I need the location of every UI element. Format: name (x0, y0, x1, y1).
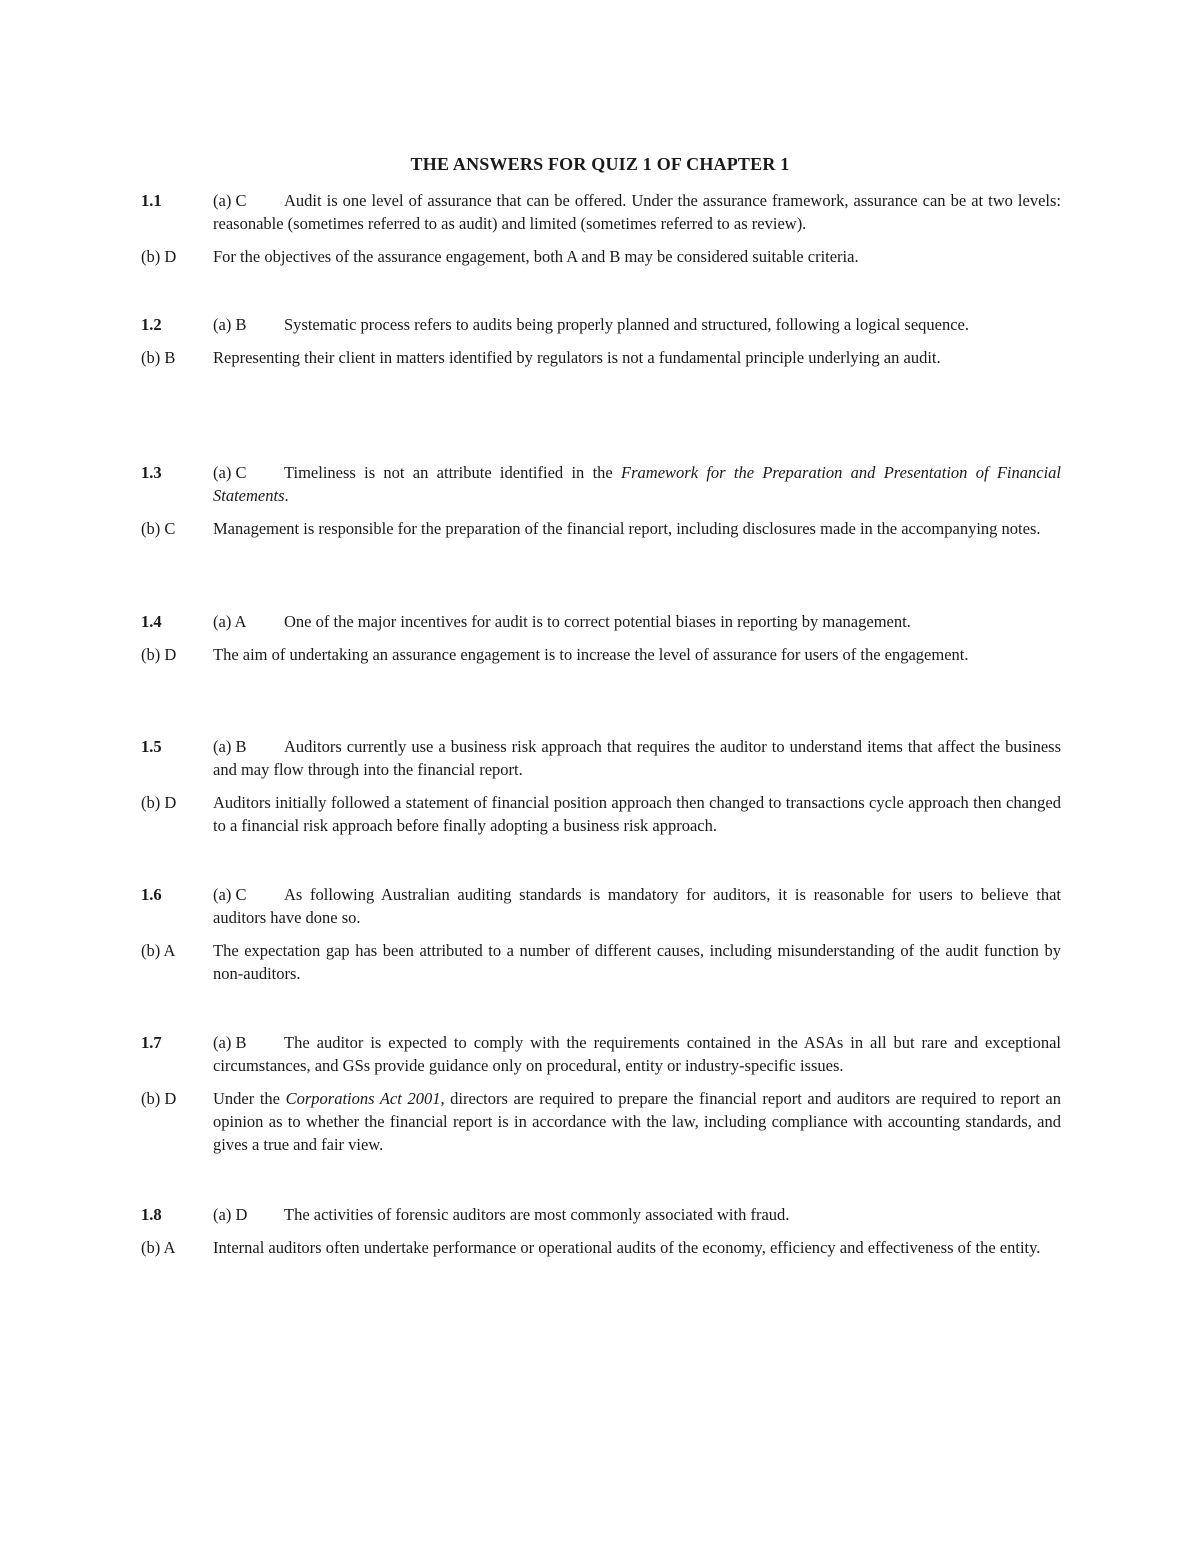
answer-label: (a) B (213, 737, 247, 756)
answer-a (141, 610, 1061, 633)
answer-text: The auditor is expected to comply with the requirements contained in the ASAs in all but rare and exceptional circumstances, and GSs provide guidance only on procedural, entity or industry-specific issues. (213, 1033, 1061, 1075)
answer-text: As following Australian auditing standards is mandatory for auditors, it is reasonable for users to believe that auditors have done so. (213, 885, 1061, 927)
page-title: THE ANSWERS FOR QUIZ 1 OF CHAPTER 1 (410, 154, 790, 174)
answer-a (141, 883, 1061, 929)
answer-text: Auditors currently use a business risk approach that requires the auditor to understand items that affect the business and may flow through into the financial report. (213, 737, 1061, 779)
answer-a (141, 313, 1061, 336)
question-number: 1.1 (141, 191, 162, 210)
answer-b (141, 1236, 1061, 1259)
question-number: 1.3 (141, 463, 162, 482)
answer-text: The aim of undertaking an assurance engagement is to increase the level of assurance for users of the engagement. (213, 645, 969, 664)
answer-a (141, 735, 1061, 781)
answer-label: (b) D (141, 1089, 177, 1108)
answer-text: Management is responsible for the preparation of the financial report, including disclosures made in the accompanying notes. (213, 519, 1041, 538)
answer-label: (b) D (141, 793, 177, 812)
answer-label: (b) A (141, 1238, 176, 1257)
answer-label: (b) D (141, 645, 177, 664)
question-1-1 (141, 189, 1061, 268)
answer-b (141, 939, 1061, 985)
answer-text-end: , directors are required to prepare the financial report and auditors are required to report an opinion as to whether the financial report is in accordance with the law, including compliance with accounting standards, and gives a true and fair view. (213, 1089, 1061, 1154)
question-1-3 (141, 461, 1061, 540)
framework-title: Framework for the Preparation and Presentation of Financial Statements (213, 463, 1062, 505)
answer-label: (a) B (213, 1033, 247, 1052)
question-number: 1.2 (141, 315, 162, 334)
answer-label: (a) B (213, 315, 247, 334)
answer-text: One of the major incentives for audit is to correct potential biases in reporting by management. (284, 612, 911, 631)
answer-label: (a) A (213, 612, 247, 631)
question-1-7 (141, 1031, 1061, 1156)
question-1-2 (141, 313, 1061, 369)
answer-text-start: Under the (213, 1089, 286, 1108)
answer-text: Representing their client in matters identified by regulators is not a fundamental principle underlying an audit. (213, 348, 941, 367)
answer-text: The expectation gap has been attributed to a number of different causes, including misunderstanding of the audit function by non-auditors. (213, 941, 1061, 983)
answer-b (141, 1087, 1061, 1156)
question-number: 1.8 (141, 1205, 162, 1224)
question-number: 1.4 (141, 612, 162, 631)
answer-a (141, 1203, 1061, 1226)
answer-b (141, 245, 1061, 268)
answer-text-end: . (284, 486, 289, 505)
answer-b (141, 791, 1061, 837)
question-1-4 (141, 610, 1061, 666)
answer-label: (a) C (213, 191, 247, 210)
answer-text: The activities of forensic auditors are most commonly associated with fraud. (284, 1205, 790, 1224)
answer-a (141, 189, 1061, 235)
answer-text: Internal auditors often undertake performance or operational audits of the economy, efficiency and effectiveness of the entity. (213, 1238, 1041, 1257)
answer-label: (b) D (141, 247, 177, 266)
answer-label: (a) C (213, 463, 247, 482)
answer-b (141, 643, 1061, 666)
answer-text: For the objectives of the assurance engagement, both A and B may be considered suitable criteria. (213, 247, 859, 266)
answer-label: (b) A (141, 941, 176, 960)
answer-text-start: Timeliness is not an attribute identified in the (284, 463, 622, 482)
question-number: 1.5 (141, 737, 162, 756)
answer-b (141, 346, 1061, 369)
question-1-5 (141, 735, 1061, 837)
answer-text: Systematic process refers to audits being properly planned and structured, following a logical sequence. (284, 315, 969, 334)
answer-a (141, 1031, 1061, 1077)
answer-label: (a) D (213, 1205, 248, 1224)
question-number: 1.6 (141, 885, 162, 904)
question-1-8 (141, 1203, 1061, 1259)
question-1-6 (141, 883, 1061, 985)
answer-label: (a) C (213, 885, 247, 904)
answer-b (141, 517, 1061, 540)
answer-a (141, 461, 1061, 507)
answer-text: Auditors initially followed a statement of financial position approach then changed to transactions cycle approach then changed to a financial risk approach before finally adopting a business risk approach. (213, 793, 1061, 835)
question-number: 1.7 (141, 1033, 162, 1052)
answer-label: (b) B (141, 348, 176, 367)
answer-text: Audit is one level of assurance that can be offered. Under the assurance framework, assurance can be at two levels: reasonable (sometimes referred to as audit) and limited (sometimes referred to as review). (213, 191, 1061, 233)
answer-label: (b) C (141, 519, 176, 538)
act-title: Corporations Act 2001 (285, 1089, 441, 1108)
